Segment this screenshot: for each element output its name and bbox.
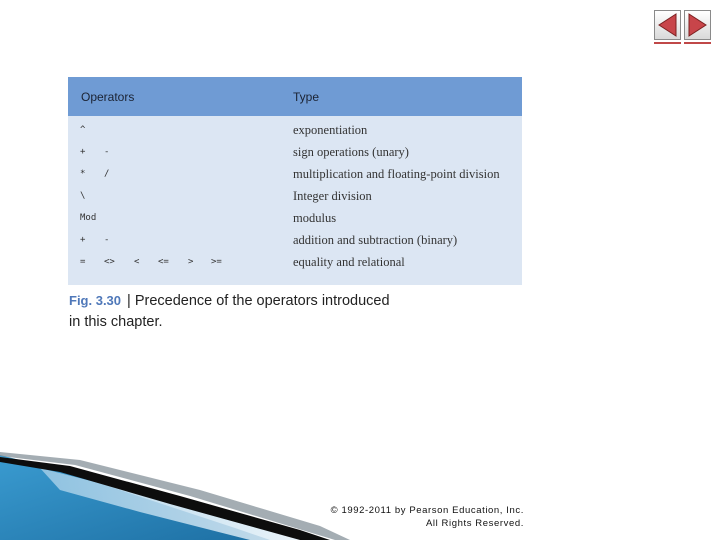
operator-token: ^ <box>80 125 86 135</box>
type-cell: sign operations (unary) <box>293 145 409 159</box>
type-cell: multiplication and floating-point division <box>293 167 500 181</box>
type-cell: exponentiation <box>293 123 368 137</box>
header-operators: Operators <box>81 90 135 104</box>
type-cell: modulus <box>293 211 337 225</box>
caption-text-line2: in this chapter. <box>69 314 163 330</box>
operator-token: < <box>134 257 140 267</box>
operator-token: <> <box>104 257 115 267</box>
type-cell: addition and subtraction (binary) <box>293 233 458 247</box>
type-cell: equality and relational <box>293 255 405 269</box>
operator-token: >= <box>211 257 222 267</box>
operator-token: * <box>80 169 86 179</box>
type-cell: Integer division <box>293 189 372 203</box>
operator-token: \ <box>80 191 86 201</box>
operator-token: <= <box>158 257 169 267</box>
figure-label: Fig. 3.30 <box>69 293 122 308</box>
copyright-notice <box>331 504 524 530</box>
operator-token: + <box>80 147 86 157</box>
operator-token: / <box>104 169 110 179</box>
copyright-line1: © 1992-2011 by Pearson Education, Inc. <box>330 505 524 516</box>
caption-separator: | <box>127 293 131 309</box>
operator-token: > <box>188 257 194 267</box>
copyright-line2: All Rights Reserved. <box>425 518 524 529</box>
operator-token: - <box>104 235 110 245</box>
operator-token: = <box>80 257 86 267</box>
operator-token: Mod <box>80 213 97 223</box>
operator-token: - <box>104 147 110 157</box>
operator-token: + <box>80 235 86 245</box>
caption-text-line1: Precedence of the operators introduced <box>134 293 390 309</box>
header-type: Type <box>293 90 320 104</box>
